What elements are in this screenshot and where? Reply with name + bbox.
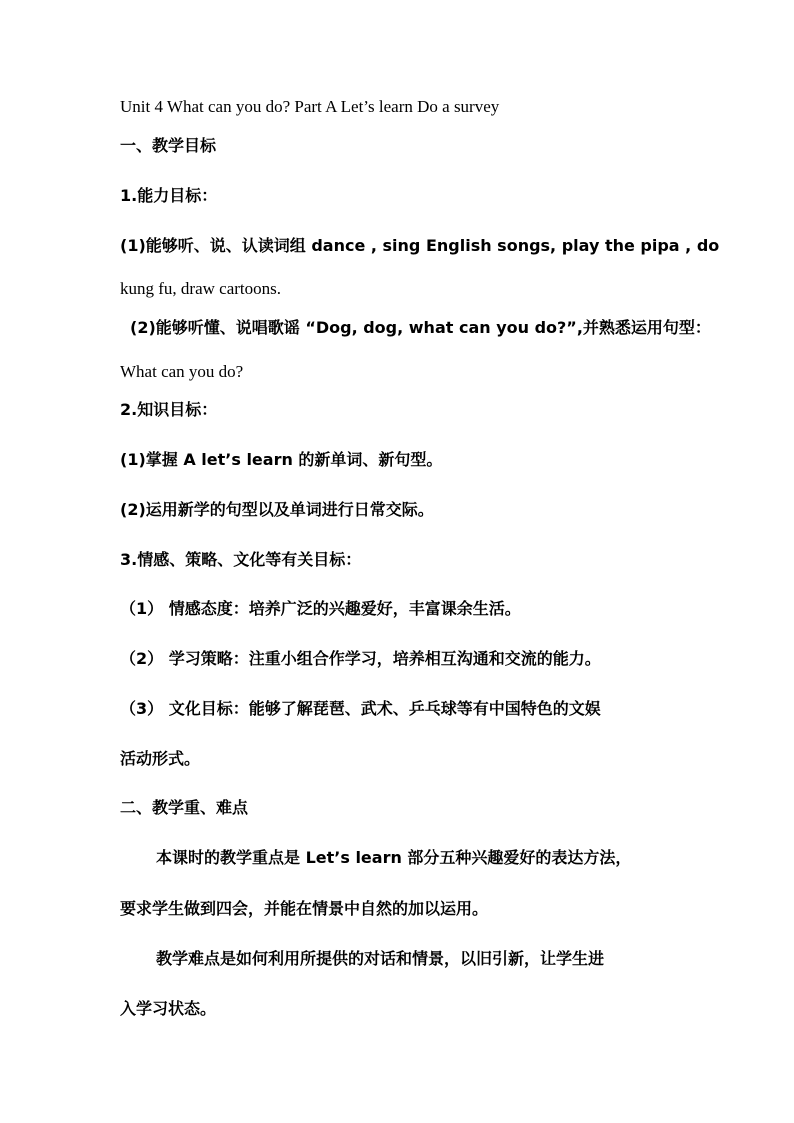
emotion-item-1: （1） 情感态度：培养广泛的兴趣爱好，丰富课余生活。 [120, 599, 521, 618]
key-points-para-1-line-1: 本课时的教学重点是 Let’s learn 部分五种兴趣爱好的表达方法， [156, 848, 632, 867]
knowledge-objectives-heading: 2.知识目标： [120, 400, 218, 419]
ability-item-1-line-1: (1)能够听、说、认读词组 dance , sing English songs, play the pipa , do [120, 236, 720, 255]
knowledge-item-2: (2)运用新学的句型以及单词进行日常交际。 [120, 500, 434, 519]
lesson-title: Unit 4 What can you do? Part A Let’s learn Do a survey [120, 97, 500, 116]
section-heading-objectives: 一、教学目标 [120, 136, 217, 155]
ability-item-1-line-2: kung fu, draw cartoons. [120, 279, 281, 298]
emotion-item-2: （2） 学习策略：注重小组合作学习，培养相互沟通和交流的能力。 [120, 649, 601, 668]
section-heading-key-points: 二、教学重、难点 [120, 798, 249, 817]
ability-item-2-line-2: What can you do? [120, 362, 244, 381]
knowledge-item-1: (1)掌握 A let’s learn 的新单词、新句型。 [120, 450, 443, 469]
emotion-item-3-line-1: （3） 文化目标：能够了解琵琶、武术、乒乓球等有中国特色的文娱 [120, 699, 601, 718]
key-points-para-2-line-2: 入学习状态。 [120, 999, 217, 1018]
ability-item-2-line-1: (2)能够听懂、说唱歌谣 “Dog, dog, what can you do?”,并熟悉运用句型： [130, 318, 711, 337]
emotion-item-3-line-2: 活动形式。 [120, 749, 201, 768]
key-points-para-2-line-1: 教学难点是如何利用所提供的对话和情景，以旧引新，让学生进 [156, 949, 605, 968]
key-points-para-1-line-2: 要求学生做到四会，并能在情景中自然的加以运用。 [120, 899, 489, 918]
emotion-objectives-heading: 3.情感、策略、文化等有关目标： [120, 550, 362, 569]
ability-objectives-heading: 1.能力目标： [120, 186, 218, 205]
